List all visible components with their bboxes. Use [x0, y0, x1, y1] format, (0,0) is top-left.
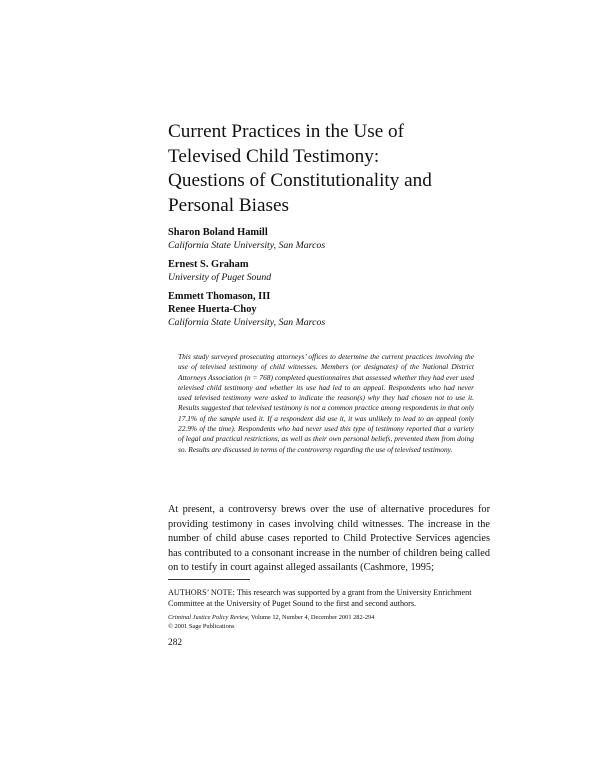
author-list: [168, 226, 498, 335]
article-title: [168, 120, 488, 218]
journal-citation: [168, 614, 490, 631]
authors-note: AUTHORS’ NOTE: This research was supported by a grant from the University Enrichment Committee at the University of Puget Sound to the first and second authors.: [168, 588, 472, 609]
journal-name: Criminal Justice Policy Review,: [168, 614, 250, 621]
author-affiliation: California State University, San Marcos: [168, 240, 326, 251]
title-line-2: Televised Child Testimony:: [168, 145, 380, 167]
author-block-2: [168, 258, 498, 284]
author-affiliation: University of Puget Sound: [168, 272, 272, 283]
author-block-1: [168, 226, 498, 252]
author-name: Ernest S. Graham: [168, 259, 249, 270]
title-line-3: Questions of Constitutionality and: [168, 170, 432, 192]
citation-line: [168, 614, 490, 623]
page-number: 282: [168, 638, 183, 648]
author-name: Renee Huerta-Choy: [168, 304, 257, 315]
copyright-line: © 2001 Sage Publications: [168, 622, 235, 630]
footnote-divider: [168, 579, 250, 580]
citation-details: Volume 12, Number 4, December 2001 282-294: [249, 614, 375, 621]
author-name: Emmett Thomason, III: [168, 291, 271, 302]
title-line-4: Personal Biases: [168, 194, 289, 216]
author-affiliation: California State University, San Marcos: [168, 317, 326, 328]
title-line-1: Current Practices in the Use of: [168, 121, 405, 142]
abstract: This study surveyed prosecuting attorneys’ offices to determine the current practices involving the use of televised testimony of child witnesses. Members (or designates) of the National District Attorneys Association (n = 768) completed questionnaires that assessed whether they had ever used televised child testimony and whether its use had led to an appeal. Respondents who had never used televised testimony were asked to indicate the reason(s) why they had chosen not to use it. Results suggested that televised testimony is not a common practice among respondents in that only 17.1% of the sample used it. If a respondent did use it, it was unlikely to lead to an appeal (only 22.9% of the time). Respondents who had never used this type of testimony reported that a variety of legal and practical restrictions, as well as their own personal beliefs, prevented them from doing so. Results are discussed in terms of the controversy regarding the use of televised testimony.: [178, 352, 474, 454]
body-paragraph: At present, a controversy brews over the use of alternative procedures for providing testimony in cases involving child witnesses. The increase in the number of child abuse cases reported to Child Protective Services agencies has contributed to a consonant increase in the number of children being called on to testify in court against alleged assailants (Cashmore, 1995;: [168, 504, 490, 574]
author-block-3: [168, 290, 498, 329]
author-name: Sharon Boland Hamill: [168, 227, 268, 238]
